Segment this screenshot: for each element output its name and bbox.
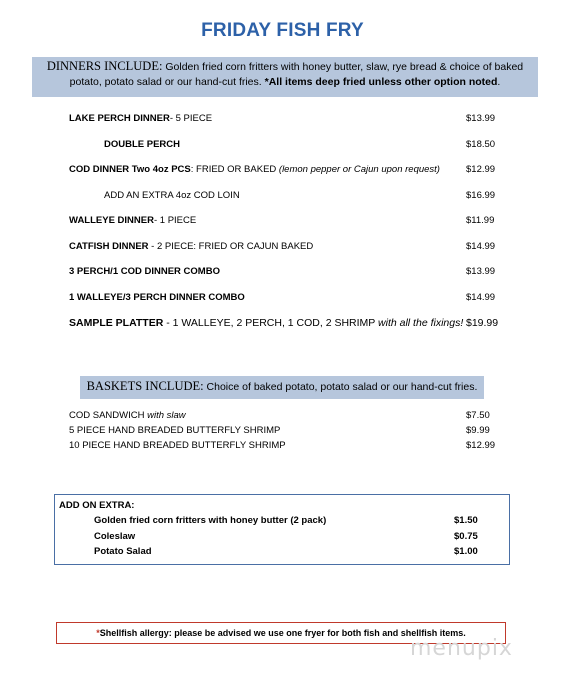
menupix-watermark: menupix [410,636,513,661]
asterisk: * [96,628,100,638]
basket-item: 5 PIECE HAND BREADED BUTTERFLY SHRIMP [69,425,281,436]
basket-price: $12.99 [466,440,496,451]
basket-price: $9.99 [466,425,490,436]
add-on-heading: ADD ON EXTRA: [59,500,135,511]
dinner-price: $14.99 [466,241,496,252]
dinner-item: ADD AN EXTRA 4oz COD LOIN [104,190,240,201]
dinner-price: $12.99 [466,164,496,175]
dinner-price: $16.99 [466,190,496,201]
dinner-price: $13.99 [466,113,496,124]
dinner-price: $19.99 [466,317,499,329]
dinner-price: $18.50 [466,139,496,150]
dinners-include-line2 [32,75,538,90]
dinners-include-heading: DINNERS INCLUDE: [46,59,163,73]
baskets-include-line [80,379,484,394]
add-on-price: $1.00 [454,546,478,557]
dinner-price: $11.99 [466,215,495,226]
add-on-item: Coleslaw [94,531,136,542]
add-on-price: $1.50 [454,515,478,526]
dinner-item: 3 PERCH/1 COD DINNER COMBO [69,266,220,277]
dinners-include-text2: potato, potato salad or our hand-cut fries. [69,76,262,88]
add-on-price: $0.75 [454,531,478,542]
add-on-extra-box [54,494,510,565]
baskets-include-heading: BASKETS INCLUDE: [86,379,204,393]
baskets-include-box [80,376,484,399]
dinner-item: SAMPLE PLATTER - 1 WALLEYE, 2 PERCH, 1 COD, 2 SHRIMP with all the fixings! [69,317,464,329]
dinner-item: WALLEYE DINNER- 1 PIECE [69,215,197,226]
allergy-text: Shellfish allergy: please be advised we use one fryer for both fish and shellfish items. [99,628,466,638]
dinner-price: $14.99 [466,292,496,303]
basket-item: COD SANDWICH with slaw [69,410,186,421]
dinner-item: LAKE PERCH DINNER- 5 PIECE [69,113,213,124]
add-on-item: Golden fried corn fritters with honey butter (2 pack) [94,515,327,526]
menu-title: FRIDAY FISH FRY [201,20,364,41]
baskets-include-text: Choice of baked potato, potato salad or our hand-cut fries. [206,381,478,393]
basket-item: 10 PIECE HAND BREADED BUTTERFLY SHRIMP [69,440,286,451]
dinners-include-box [32,57,538,97]
dinners-include-line1 [32,59,538,75]
dinner-item: 1 WALLEYE/3 PERCH DINNER COMBO [69,292,245,303]
note-period: . [497,76,501,88]
add-on-item: Potato Salad [94,546,152,557]
dinner-item: COD DINNER Two 4oz PCS: FRIED OR BAKED (lemon pepper or Cajun upon request) [69,164,440,175]
dinner-price: $13.99 [466,266,496,277]
deep-fried-note: *All items deep fried unless other option noted [264,76,498,88]
dinner-item: CATFISH DINNER - 2 PIECE: FRIED OR CAJUN BAKED [69,241,314,252]
basket-price: $7.50 [466,410,490,421]
dinner-item: DOUBLE PERCH [104,139,181,150]
dinners-include-text: Golden fried corn fritters with honey butter, slaw, rye bread & choice of baked [165,61,524,73]
